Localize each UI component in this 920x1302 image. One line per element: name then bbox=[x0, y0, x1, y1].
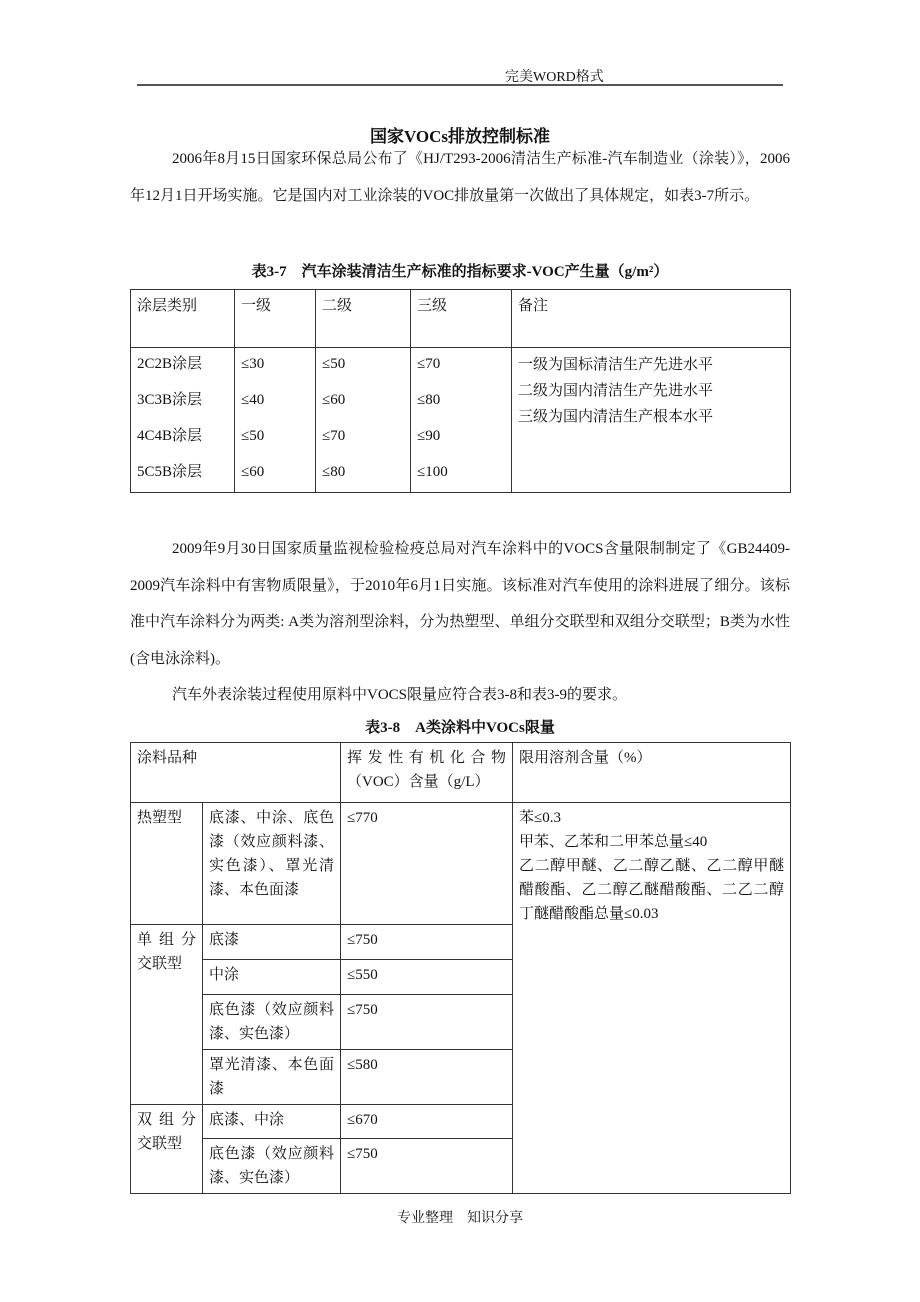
voc-cell: ≤550 bbox=[341, 960, 513, 995]
header-cell: 涂料品种 bbox=[131, 743, 341, 803]
note-line: 三级为国内清洁生产根本水平 bbox=[518, 409, 714, 425]
table-row bbox=[131, 803, 791, 925]
header-cell: 三级 bbox=[411, 290, 512, 348]
variety-cell: 底漆、中涂 bbox=[203, 1105, 341, 1139]
document-title: 国家VOCs排放控制标准 bbox=[369, 127, 551, 146]
table-row bbox=[131, 348, 791, 385]
cell: 2C2B涂层 bbox=[131, 348, 235, 385]
note-line: 二级为国内清洁生产先进水平 bbox=[518, 383, 714, 399]
cell: ≤70 bbox=[411, 348, 512, 385]
variety-cell: 底漆、中涂、底色漆（效应颜料漆、实色漆）、罩光清漆、本色面漆 bbox=[203, 803, 341, 925]
header-cell: 挥发性有机化合物（VOC）含量（g/L） bbox=[341, 743, 513, 803]
cell: ≤50 bbox=[316, 348, 411, 385]
table-3-7 bbox=[130, 289, 791, 493]
solvent-limit-cell bbox=[513, 803, 791, 1194]
type-cell: 热塑型 bbox=[131, 803, 203, 925]
variety-cell: 罩光清漆、本色面漆 bbox=[203, 1050, 341, 1105]
variety-cell: 底漆 bbox=[203, 925, 341, 960]
header-cell: 备注 bbox=[512, 290, 791, 348]
voc-cell: ≤670 bbox=[341, 1105, 513, 1139]
cell: ≤100 bbox=[411, 456, 512, 493]
solvent-limit: 乙二醇甲醚、乙二醇乙醚、乙二醇甲醚醋酸酯、乙二醇乙醚醋酸酯、二乙二醇丁醚醋酸酯总量≤0.03 bbox=[519, 858, 785, 922]
voc-cell: ≤750 bbox=[341, 925, 513, 960]
cell: ≤70 bbox=[316, 420, 411, 456]
voc-cell: ≤770 bbox=[341, 803, 513, 925]
cell: ≤40 bbox=[235, 384, 316, 420]
solvent-limit: 甲苯、乙苯和二甲苯总量≤40 bbox=[519, 834, 708, 850]
page-header: 完美WORD格式 bbox=[505, 70, 604, 85]
cell: ≤30 bbox=[235, 348, 316, 385]
header-divider bbox=[137, 84, 783, 86]
variety-cell: 中涂 bbox=[203, 960, 341, 995]
table-3-7-caption: 表3-7 汽车涂装清洁生产标准的指标要求-VOC产生量（g/m²） bbox=[251, 264, 669, 280]
header-cell: 二级 bbox=[316, 290, 411, 348]
header-cell: 一级 bbox=[235, 290, 316, 348]
note-line: 一级为国标清洁生产先进水平 bbox=[518, 357, 714, 373]
variety-cell: 底色漆（效应颜料漆、实色漆） bbox=[203, 1139, 341, 1194]
cell: ≤60 bbox=[235, 456, 316, 493]
solvent-limit: 苯≤0.3 bbox=[519, 810, 561, 826]
notes-cell bbox=[512, 348, 791, 493]
cell: 4C4B涂层 bbox=[131, 420, 235, 456]
cell: ≤90 bbox=[411, 420, 512, 456]
table-3-8-caption: 表3-8 A类涂料中VOCs限量 bbox=[365, 720, 555, 736]
variety-cell: 底色漆（效应颜料漆、实色漆） bbox=[203, 995, 341, 1050]
header-cell: 限用溶剂含量（%） bbox=[513, 743, 791, 803]
paragraph-1: 2006年8月15日国家环保总局公布了《HJ/T293-2006清洁生产标准-汽车制造业（涂装）》，2006年12月1日开场实施。它是国内对工业涂装的VOC排放量第一次做出了具体规定，如表3-7所示。 bbox=[130, 151, 790, 204]
cell: ≤80 bbox=[411, 384, 512, 420]
cell: ≤60 bbox=[316, 384, 411, 420]
page-footer: 专业整理 知识分享 bbox=[397, 1211, 523, 1226]
cell: ≤50 bbox=[235, 420, 316, 456]
type-cell: 单组分交联型 bbox=[131, 925, 203, 1105]
voc-cell: ≤580 bbox=[341, 1050, 513, 1105]
type-cell: 双组分交联型 bbox=[131, 1105, 203, 1194]
voc-cell: ≤750 bbox=[341, 1139, 513, 1194]
table-header-row bbox=[131, 743, 791, 803]
header-cell: 涂层类别 bbox=[131, 290, 235, 348]
voc-cell: ≤750 bbox=[341, 995, 513, 1050]
paragraph-3: 汽车外表涂装过程使用原料中VOCS限量应符合表3-8和表3-9的要求。 bbox=[172, 687, 628, 703]
table-3-8 bbox=[130, 742, 791, 1194]
cell: 3C3B涂层 bbox=[131, 384, 235, 420]
table-header-row bbox=[131, 290, 791, 348]
cell: ≤80 bbox=[316, 456, 411, 493]
paragraph-2: 2009年9月30日国家质量监视检验检疫总局对汽车涂料中的VOCS含量限制制定了《GB24409-2009汽车涂料中有害物质限量》，于2010年6月1日实施。该标准对汽车使用的涂料进展了细分。该标准中汽车涂料分为两类: A类为溶剂型涂料，分为热塑型、单组分交联型和双组分交联型；B类为水性(含电泳涂料)。 bbox=[130, 541, 790, 667]
cell: 5C5B涂层 bbox=[131, 456, 235, 493]
